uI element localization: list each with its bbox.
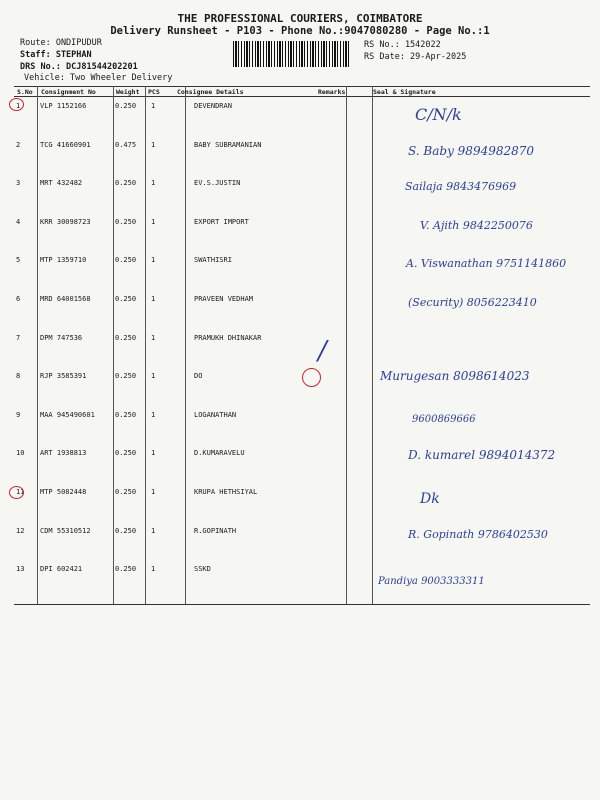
company-title: THE PROFESSIONAL COURIERS, COIMBATORE	[177, 12, 423, 25]
cell-weight: 0.250	[115, 410, 137, 419]
cell-sno: 1	[16, 102, 21, 110]
cell-pcs: 1	[151, 295, 156, 303]
col-divider	[346, 86, 347, 604]
cell-sno: 9	[16, 410, 21, 419]
handwritten-signature: V. Ajith 9842250076	[420, 218, 533, 232]
cell-consignment: RJP 3585391	[40, 372, 87, 381]
cell-consignee: LOGANATHAN	[194, 410, 237, 419]
handwritten-signature: Pandiya 9003333311	[378, 576, 485, 588]
cell-sno: 6	[16, 295, 21, 303]
cell-consignment: MRT 432482	[40, 179, 83, 188]
cell-weight: 0.250	[115, 256, 137, 265]
cell-consignee: PRAMUKH DHINAKAR	[194, 333, 262, 342]
cell-consignment: VLP 1152166	[40, 102, 87, 110]
cell-pcs: 1	[151, 372, 156, 381]
cell-weight: 0.250	[115, 488, 137, 496]
cell-consignee: PRAVEEN VEDHAM	[194, 295, 254, 303]
vehicle-label: Vehicle: Two Wheeler Delivery	[24, 73, 173, 83]
cell-sno: 13	[16, 565, 25, 574]
col-weight: Weight	[116, 88, 140, 96]
cell-pcs: 1	[151, 565, 156, 574]
handwritten-signature: Dk	[420, 491, 440, 507]
handwritten-signature: S. Baby 9894982870	[408, 143, 535, 158]
cell-consignment: CDM 55310512	[40, 526, 91, 535]
col-divider	[37, 86, 38, 604]
cell-weight: 0.475	[115, 140, 137, 149]
col-sno: S.No	[17, 88, 33, 96]
cell-consignee: SWATHISRI	[194, 256, 232, 265]
cell-consignee: DEVENDRAN	[194, 102, 232, 110]
cell-pcs: 1	[151, 488, 156, 496]
handwritten-signature: (Security) 8056223410	[408, 296, 537, 309]
cell-pcs: 1	[151, 217, 156, 226]
cell-sno: 3	[16, 179, 21, 188]
cell-consignment: MRD 64001568	[40, 295, 91, 303]
cell-pcs: 1	[151, 333, 156, 342]
cell-pcs: 1	[151, 140, 156, 149]
handwritten-signature: A. Viswanathan 9751141860	[406, 257, 567, 271]
cell-consignment: KRR 30098723	[40, 217, 91, 226]
cell-sno: 8	[16, 372, 21, 381]
cell-sno: 5	[16, 256, 21, 265]
handwritten-slash-mark: /	[318, 336, 327, 366]
cell-consignment: ART 1938813	[40, 449, 87, 458]
cell-pcs: 1	[151, 526, 156, 535]
cell-sno: 7	[16, 333, 21, 342]
handwritten-signature: C/N/k	[415, 105, 462, 124]
col-pcs: PCS	[148, 88, 160, 96]
cell-pcs: 1	[151, 102, 156, 110]
cell-sno: 12	[16, 526, 25, 535]
rs-date: RS Date: 29-Apr-2025	[364, 52, 467, 62]
col-divider	[185, 86, 186, 604]
col-consignment: Consignment No	[41, 88, 96, 96]
handwritten-signature: D. kumarel 9894014372	[408, 448, 556, 463]
cell-pcs: 1	[151, 179, 156, 188]
cell-consignee: SSKD	[194, 565, 211, 574]
cell-consignee: KRUPA HETHSIYAL	[194, 488, 258, 496]
cell-weight: 0.250	[115, 526, 137, 535]
cell-sno: 2	[16, 140, 21, 149]
cell-consignee: DO	[194, 372, 203, 381]
cell-consignment: MAA 945490601	[40, 410, 95, 419]
route-label: Route: ONDIPUDUR	[20, 38, 102, 48]
cell-weight: 0.250	[115, 102, 137, 110]
header-bottom-border	[14, 96, 590, 97]
col-remarks: Remarks	[318, 88, 346, 96]
red-circle-mark	[9, 98, 24, 111]
cell-sno: 4	[16, 217, 21, 226]
rs-number: RS No.: 1542022	[364, 40, 441, 50]
staff-label: Staff: STEPHAN	[20, 50, 92, 60]
cell-weight: 0.250	[115, 333, 137, 342]
cell-pcs: 1	[151, 256, 156, 265]
drs-number: DRS No.: DCJ81544202201	[20, 62, 138, 72]
handwritten-signature: Murugesan 8098614023	[380, 369, 530, 384]
cell-consignee: R.GOPINATH	[194, 526, 237, 535]
cell-consignee: BABY SUBRAMANIAN	[194, 140, 262, 149]
handwritten-signature: 9600869666	[412, 413, 476, 425]
col-consignee: Consignee Details	[177, 88, 244, 96]
red-circle-mark	[9, 486, 24, 499]
table-bottom-border	[14, 604, 590, 605]
red-circle-mark	[302, 368, 321, 387]
cell-consignment: DPM 747536	[40, 333, 83, 342]
cell-weight: 0.250	[115, 565, 137, 574]
col-divider	[372, 86, 373, 604]
col-seal: Seal & Signature	[373, 88, 436, 96]
col-divider	[145, 86, 146, 604]
cell-weight: 0.250	[115, 217, 137, 226]
cell-weight: 0.250	[115, 372, 137, 381]
col-divider	[113, 86, 114, 604]
table-top-border	[14, 86, 590, 87]
cell-consignee: EXPORT IMPORT	[194, 217, 249, 226]
cell-consignee: EV.S.JUSTIN	[194, 179, 241, 188]
cell-sno: 11	[16, 488, 25, 496]
cell-pcs: 1	[151, 449, 156, 458]
barcode	[233, 41, 351, 67]
handwritten-signature: Sailaja 9843476969	[405, 180, 517, 194]
cell-consignment: TCG 41660901	[40, 140, 91, 149]
cell-consignee: D.KUMARAVELU	[194, 449, 245, 458]
cell-weight: 0.250	[115, 295, 137, 303]
cell-pcs: 1	[151, 410, 156, 419]
cell-consignment: MTP 5082448	[40, 488, 87, 496]
cell-consignment: MTP 1359710	[40, 256, 87, 265]
cell-consignment: DPI 602421	[40, 565, 83, 574]
handwritten-signature: R. Gopinath 9786402530	[408, 527, 548, 541]
cell-weight: 0.250	[115, 179, 137, 188]
cell-sno: 10	[16, 449, 25, 458]
cell-weight: 0.250	[115, 449, 137, 458]
runsheet-subtitle: Delivery Runsheet - P103 - Phone No.:9047080280 - Page No.:1	[110, 25, 490, 37]
